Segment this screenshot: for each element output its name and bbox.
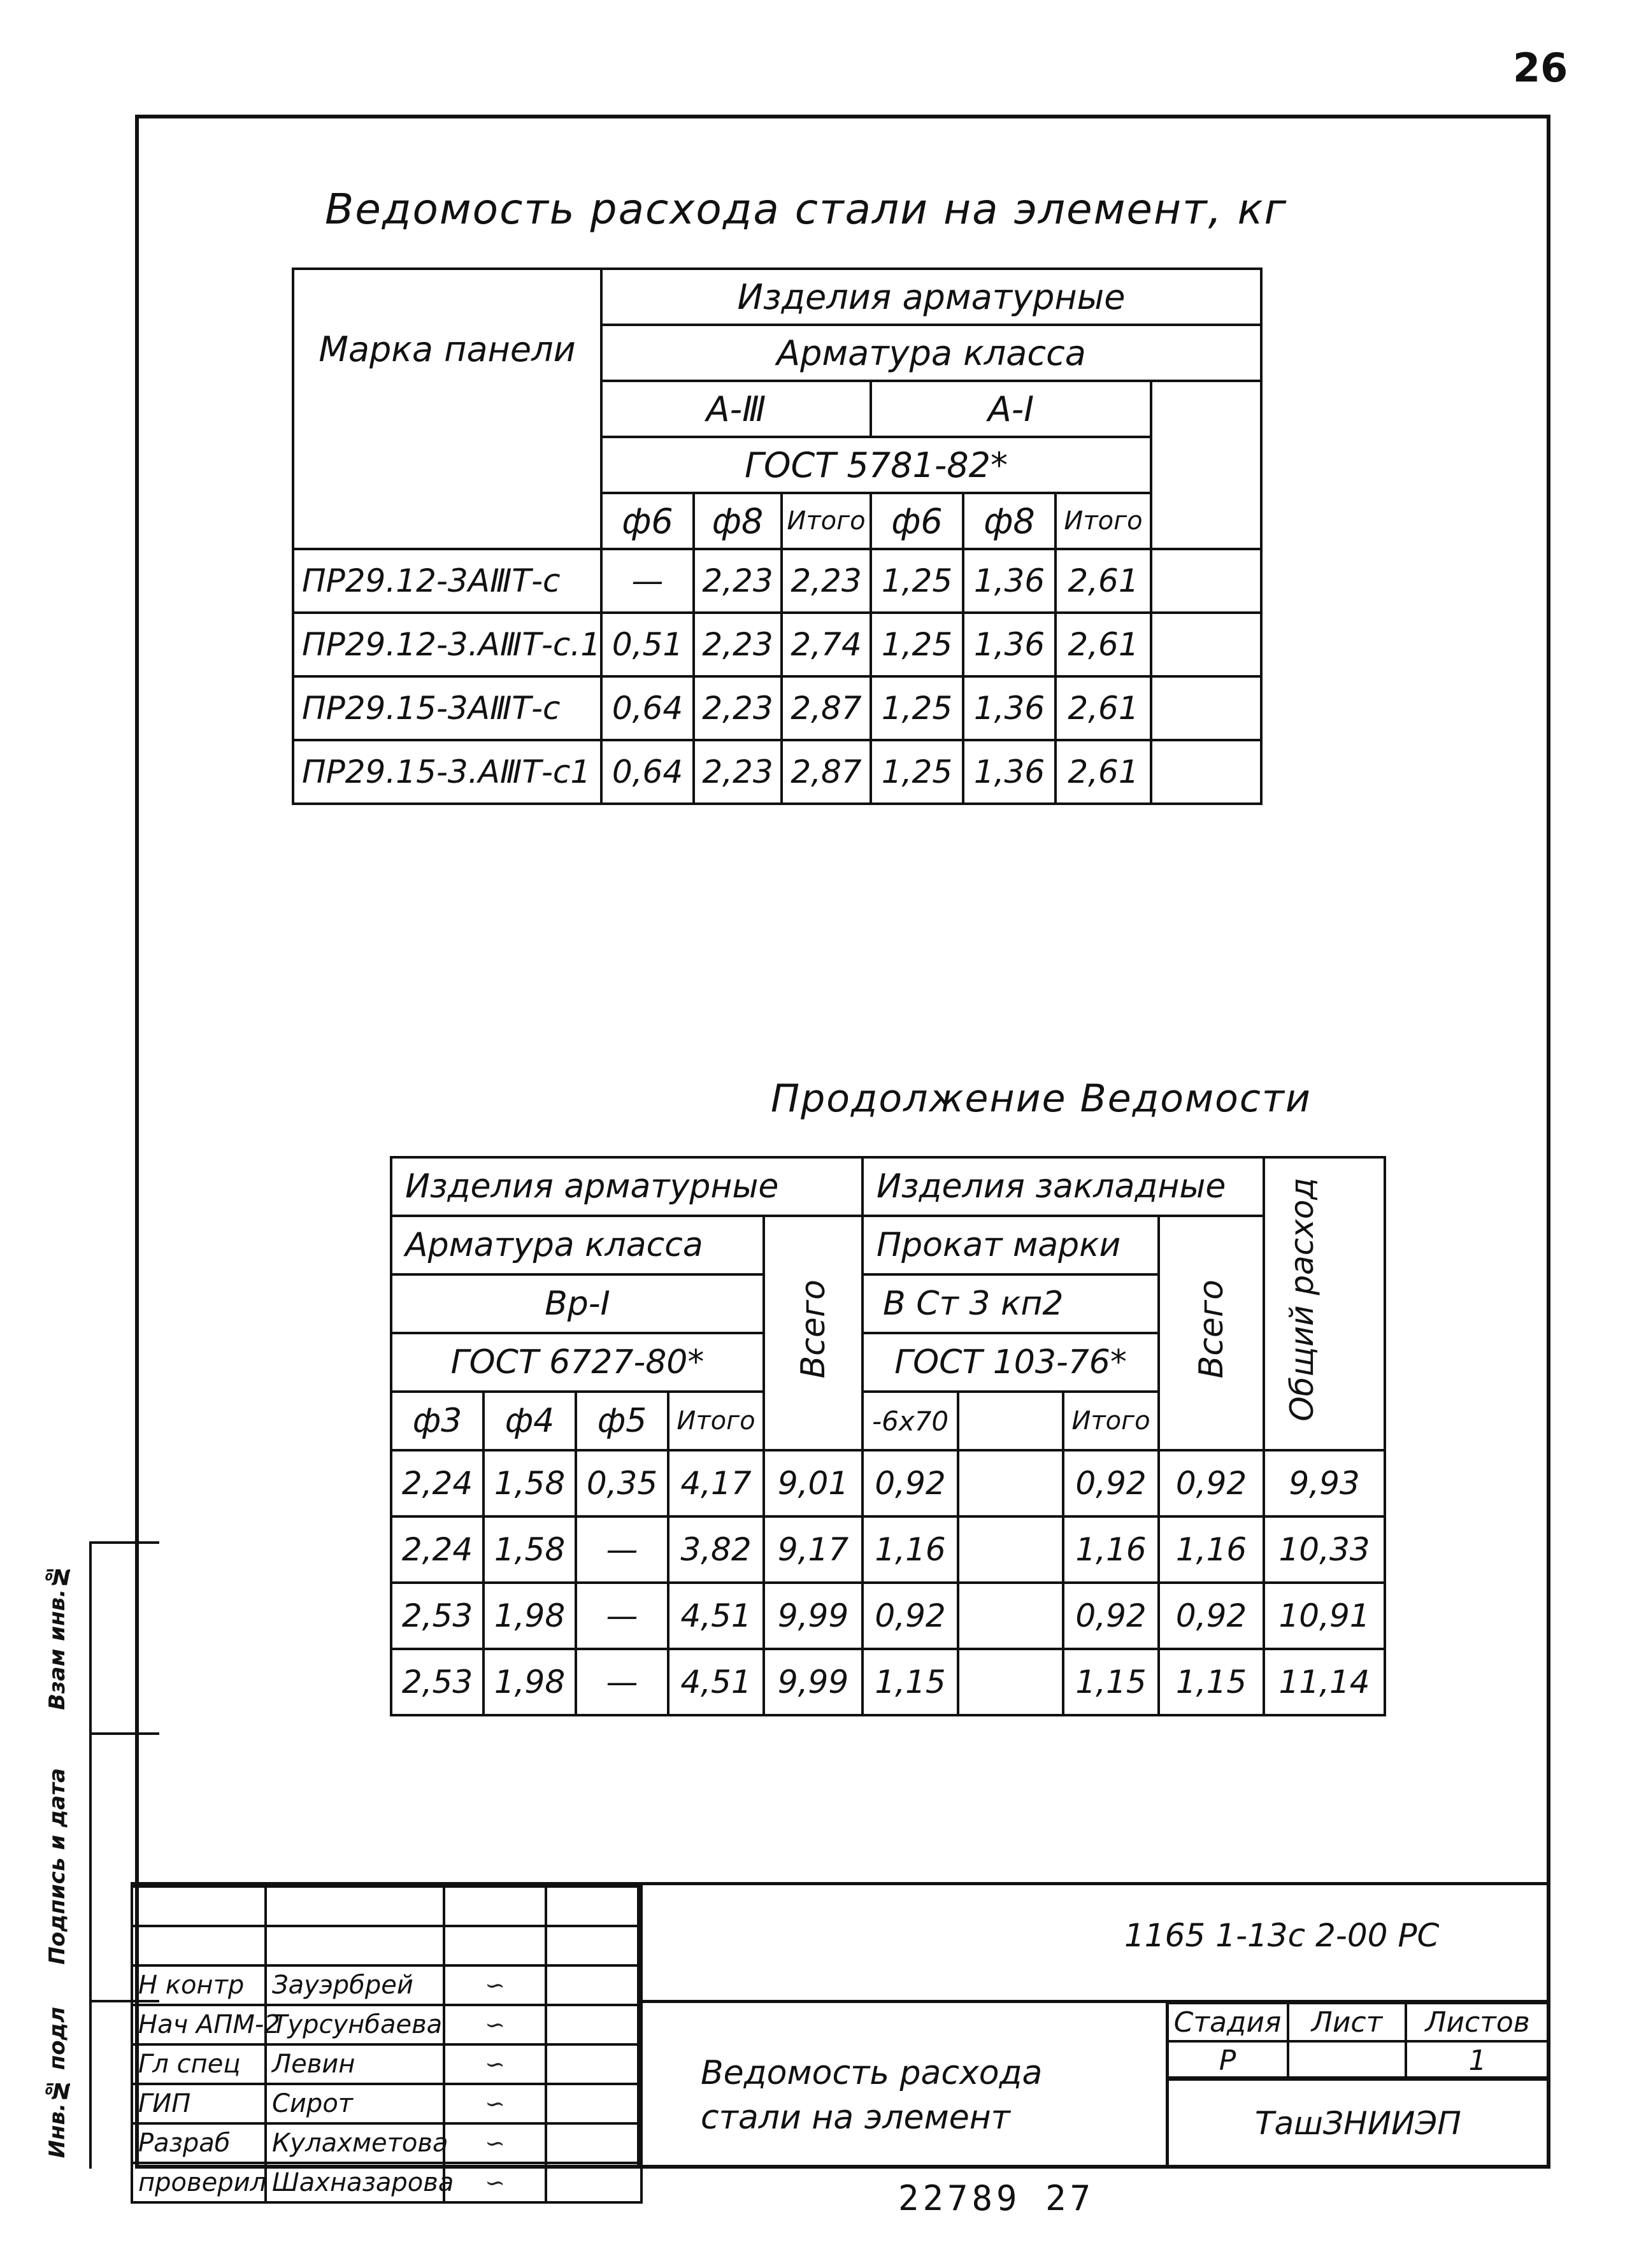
stamp-role: Гл спец <box>132 2044 266 2084</box>
stamp-row <box>132 2005 641 2044</box>
panel-mark: ПР29.15-3АⅢТ-с <box>293 676 601 740</box>
table-cell: 0,64 <box>601 676 694 740</box>
side-divider <box>89 1732 159 1735</box>
table-cell: 0,51 <box>601 613 694 676</box>
class-a1: А-Ⅰ <box>871 381 1151 437</box>
table-cell: — <box>576 1649 668 1715</box>
steel-consumption-table <box>292 267 1263 805</box>
table-cell: 1,36 <box>963 676 1056 740</box>
column-header: ф8 <box>694 493 782 549</box>
panel-mark: ПР29.12-3.АⅢТ-с.1 <box>293 613 601 676</box>
table-row <box>391 1583 1385 1649</box>
table-cell: 0,35 <box>576 1450 668 1516</box>
stamp-row <box>132 1965 641 2005</box>
table-cell <box>1151 676 1261 740</box>
table-cell: 1,15 <box>862 1649 958 1715</box>
column-header: Итого <box>1063 1392 1159 1450</box>
table-cell: 1,15 <box>1159 1649 1264 1715</box>
table2-title: Продолжение Ведомости <box>771 1076 1312 1121</box>
table-cell: 2,74 <box>782 613 871 676</box>
table-cell: 2,61 <box>1056 549 1151 613</box>
table-cell: 9,99 <box>764 1649 862 1715</box>
table-cell: 0,92 <box>1063 1450 1159 1516</box>
table-cell: 1,98 <box>483 1649 576 1715</box>
table-cell: 1,36 <box>963 613 1056 676</box>
sheet-label: Лист <box>1288 2003 1406 2041</box>
table-cell: 10,91 <box>1264 1583 1385 1649</box>
stamp-stage-table <box>1166 2002 1550 2081</box>
stamp-role: Н контр <box>132 1965 266 2005</box>
side-divider <box>89 1541 159 1544</box>
table-cell <box>958 1450 1063 1516</box>
table-cell: 0,92 <box>862 1450 958 1516</box>
table-row <box>293 549 1261 613</box>
table-cell: 0,92 <box>1063 1583 1159 1649</box>
header-prokat: Прокат марки <box>862 1216 1159 1274</box>
stamp-row <box>132 2163 641 2202</box>
table-cell: 1,25 <box>871 676 963 740</box>
table-cell: 3,82 <box>668 1516 764 1583</box>
sheets-value: 1 <box>1406 2041 1549 2079</box>
empty-column-header <box>1151 381 1261 549</box>
stamp-name: Левин <box>266 2044 444 2084</box>
side-label: Взам инв.№ <box>45 1564 70 1710</box>
table-cell: 4,51 <box>668 1583 764 1649</box>
column-header <box>958 1392 1063 1450</box>
steel-consumption-continuation-table <box>390 1156 1386 1716</box>
table-cell: 2,24 <box>391 1516 483 1583</box>
signature: ∽ <box>444 2123 546 2163</box>
class-bp: Вр-Ⅰ <box>391 1274 764 1333</box>
table-row <box>293 740 1261 804</box>
table-cell: 1,36 <box>963 740 1056 804</box>
side-label: Инв.№ подл <box>45 2007 70 2158</box>
stamp-row <box>132 2123 641 2163</box>
stamp-name: Турсунбаева <box>266 2005 444 2044</box>
table-cell <box>958 1649 1063 1715</box>
column-header: ф8 <box>963 493 1056 549</box>
table-cell: 1,25 <box>871 740 963 804</box>
table-cell: 2,87 <box>782 740 871 804</box>
stamp-title-line: Ведомость расхода <box>701 2054 1043 2092</box>
table-cell: 10,33 <box>1264 1516 1385 1583</box>
table-cell: 2,24 <box>391 1450 483 1516</box>
gost-bp: ГОСТ 6727-80* <box>391 1333 764 1392</box>
side-label: Подпись и дата <box>45 1767 70 1965</box>
panel-mark: ПР29.12-3АⅢТ-с <box>293 549 601 613</box>
header-arm: Изделия арматурные <box>391 1157 862 1216</box>
column-header: ф4 <box>483 1392 576 1450</box>
gost-steel: ГОСТ 103-76* <box>862 1333 1159 1392</box>
table-cell: 2,23 <box>694 613 782 676</box>
header-class: Арматура класса <box>601 325 1261 381</box>
table-cell <box>958 1583 1063 1649</box>
bottom-number: 22789 27 <box>898 2178 1095 2218</box>
table-cell: 1,58 <box>483 1516 576 1583</box>
document-number: 1165 1-13с 2-00 РС <box>1124 1917 1440 1954</box>
table-cell: 2,53 <box>391 1583 483 1649</box>
signature: ∽ <box>444 2084 546 2123</box>
table-cell: 2,23 <box>694 740 782 804</box>
table-cell: 4,51 <box>668 1649 764 1715</box>
header-mark: Марка панели <box>293 269 601 549</box>
stamp-name: Кулахметова <box>266 2123 444 2163</box>
table-cell: 2,23 <box>782 549 871 613</box>
header-emb: Изделия закладные <box>862 1157 1264 1216</box>
table-cell: 1,16 <box>1159 1516 1264 1583</box>
stamp-title <box>701 2051 1042 2140</box>
table-cell: 1,58 <box>483 1450 576 1516</box>
gost: ГОСТ 5781-82* <box>601 437 1151 493</box>
table-cell: 0,92 <box>1159 1583 1264 1649</box>
table-cell: 2,61 <box>1056 740 1151 804</box>
column-header: ф6 <box>871 493 963 549</box>
table-cell <box>1151 613 1261 676</box>
sheets-label: Листов <box>1406 2003 1549 2041</box>
table-row <box>293 613 1261 676</box>
table-cell: 9,93 <box>1264 1450 1385 1516</box>
table-cell <box>1151 549 1261 613</box>
stamp-name: Зауэрбрей <box>266 1965 444 2005</box>
table-cell: 1,16 <box>862 1516 958 1583</box>
table-cell: 2,61 <box>1056 676 1151 740</box>
table1-title: Ведомость расхода стали на элемент, кг <box>325 185 1288 234</box>
stamp-role: проверил <box>132 2163 266 2202</box>
column-header: ф6 <box>601 493 694 549</box>
table-cell: 9,17 <box>764 1516 862 1583</box>
header-total: Всего <box>764 1216 862 1450</box>
stamp-role: ГИП <box>132 2084 266 2123</box>
table-cell: 0,92 <box>1159 1450 1264 1516</box>
stamp-role: Разраб <box>132 2123 266 2163</box>
table-row <box>391 1516 1385 1583</box>
table-cell: 4,17 <box>668 1450 764 1516</box>
header-class2: Арматура класса <box>391 1216 764 1274</box>
table-cell: 9,99 <box>764 1583 862 1649</box>
table-cell: 9,01 <box>764 1450 862 1516</box>
signature: ∽ <box>444 1965 546 2005</box>
header-general: Общий расход <box>1264 1157 1385 1450</box>
header-group: Изделия арматурные <box>601 269 1261 325</box>
stamp-signatures <box>131 1885 643 2204</box>
stamp-row <box>132 2084 641 2123</box>
class-a3: А-Ⅲ <box>601 381 871 437</box>
table-cell: 1,16 <box>1063 1516 1159 1583</box>
side-binding-strip <box>25 1541 127 2158</box>
table-cell: — <box>576 1516 668 1583</box>
table-cell: 2,53 <box>391 1649 483 1715</box>
table-cell: 11,14 <box>1264 1649 1385 1715</box>
signature: ∽ <box>444 2163 546 2202</box>
table-cell: 1,36 <box>963 549 1056 613</box>
table-cell: 1,98 <box>483 1583 576 1649</box>
table-cell: 2,61 <box>1056 613 1151 676</box>
table-cell <box>958 1516 1063 1583</box>
column-header: Итого <box>1056 493 1151 549</box>
column-header: -6х70 <box>862 1392 958 1450</box>
steel-grade: В Ст 3 кп2 <box>862 1274 1159 1333</box>
column-header: ф5 <box>576 1392 668 1450</box>
stamp-role: Нач АПМ-2 <box>132 2005 266 2044</box>
stamp-title-line: стали на элемент <box>701 2099 1010 2137</box>
signature: ∽ <box>444 2005 546 2044</box>
column-header: Итого <box>782 493 871 549</box>
organization: ТашЗНИИЭП <box>1255 2105 1461 2142</box>
side-divider <box>89 1541 92 2169</box>
table-row <box>391 1450 1385 1516</box>
table-cell: 2,87 <box>782 676 871 740</box>
table-row <box>391 1649 1385 1715</box>
stamp-name: Шахназарова <box>266 2163 444 2202</box>
table-cell: 1,25 <box>871 613 963 676</box>
table-cell: — <box>576 1583 668 1649</box>
table-cell: — <box>601 549 694 613</box>
table-cell <box>1151 740 1261 804</box>
column-header: ф3 <box>391 1392 483 1450</box>
table-cell: 1,15 <box>1063 1649 1159 1715</box>
table-cell: 0,92 <box>862 1583 958 1649</box>
header-total2: Всего <box>1159 1216 1264 1450</box>
signature: ∽ <box>444 2044 546 2084</box>
sheet-value <box>1288 2041 1406 2079</box>
panel-mark: ПР29.15-3.АⅢТ-с1 <box>293 740 601 804</box>
stage-label: Стадия <box>1167 2003 1288 2041</box>
table-cell: 2,23 <box>694 676 782 740</box>
stamp-name: Сирот <box>266 2084 444 2123</box>
table-cell: 0,64 <box>601 740 694 804</box>
stamp-row <box>132 2044 641 2084</box>
page-number: 26 <box>1513 45 1568 91</box>
table-cell: 2,23 <box>694 549 782 613</box>
stage-value: Р <box>1167 2041 1288 2079</box>
table-cell: 1,25 <box>871 549 963 613</box>
table-row <box>293 676 1261 740</box>
column-header: Итого <box>668 1392 764 1450</box>
